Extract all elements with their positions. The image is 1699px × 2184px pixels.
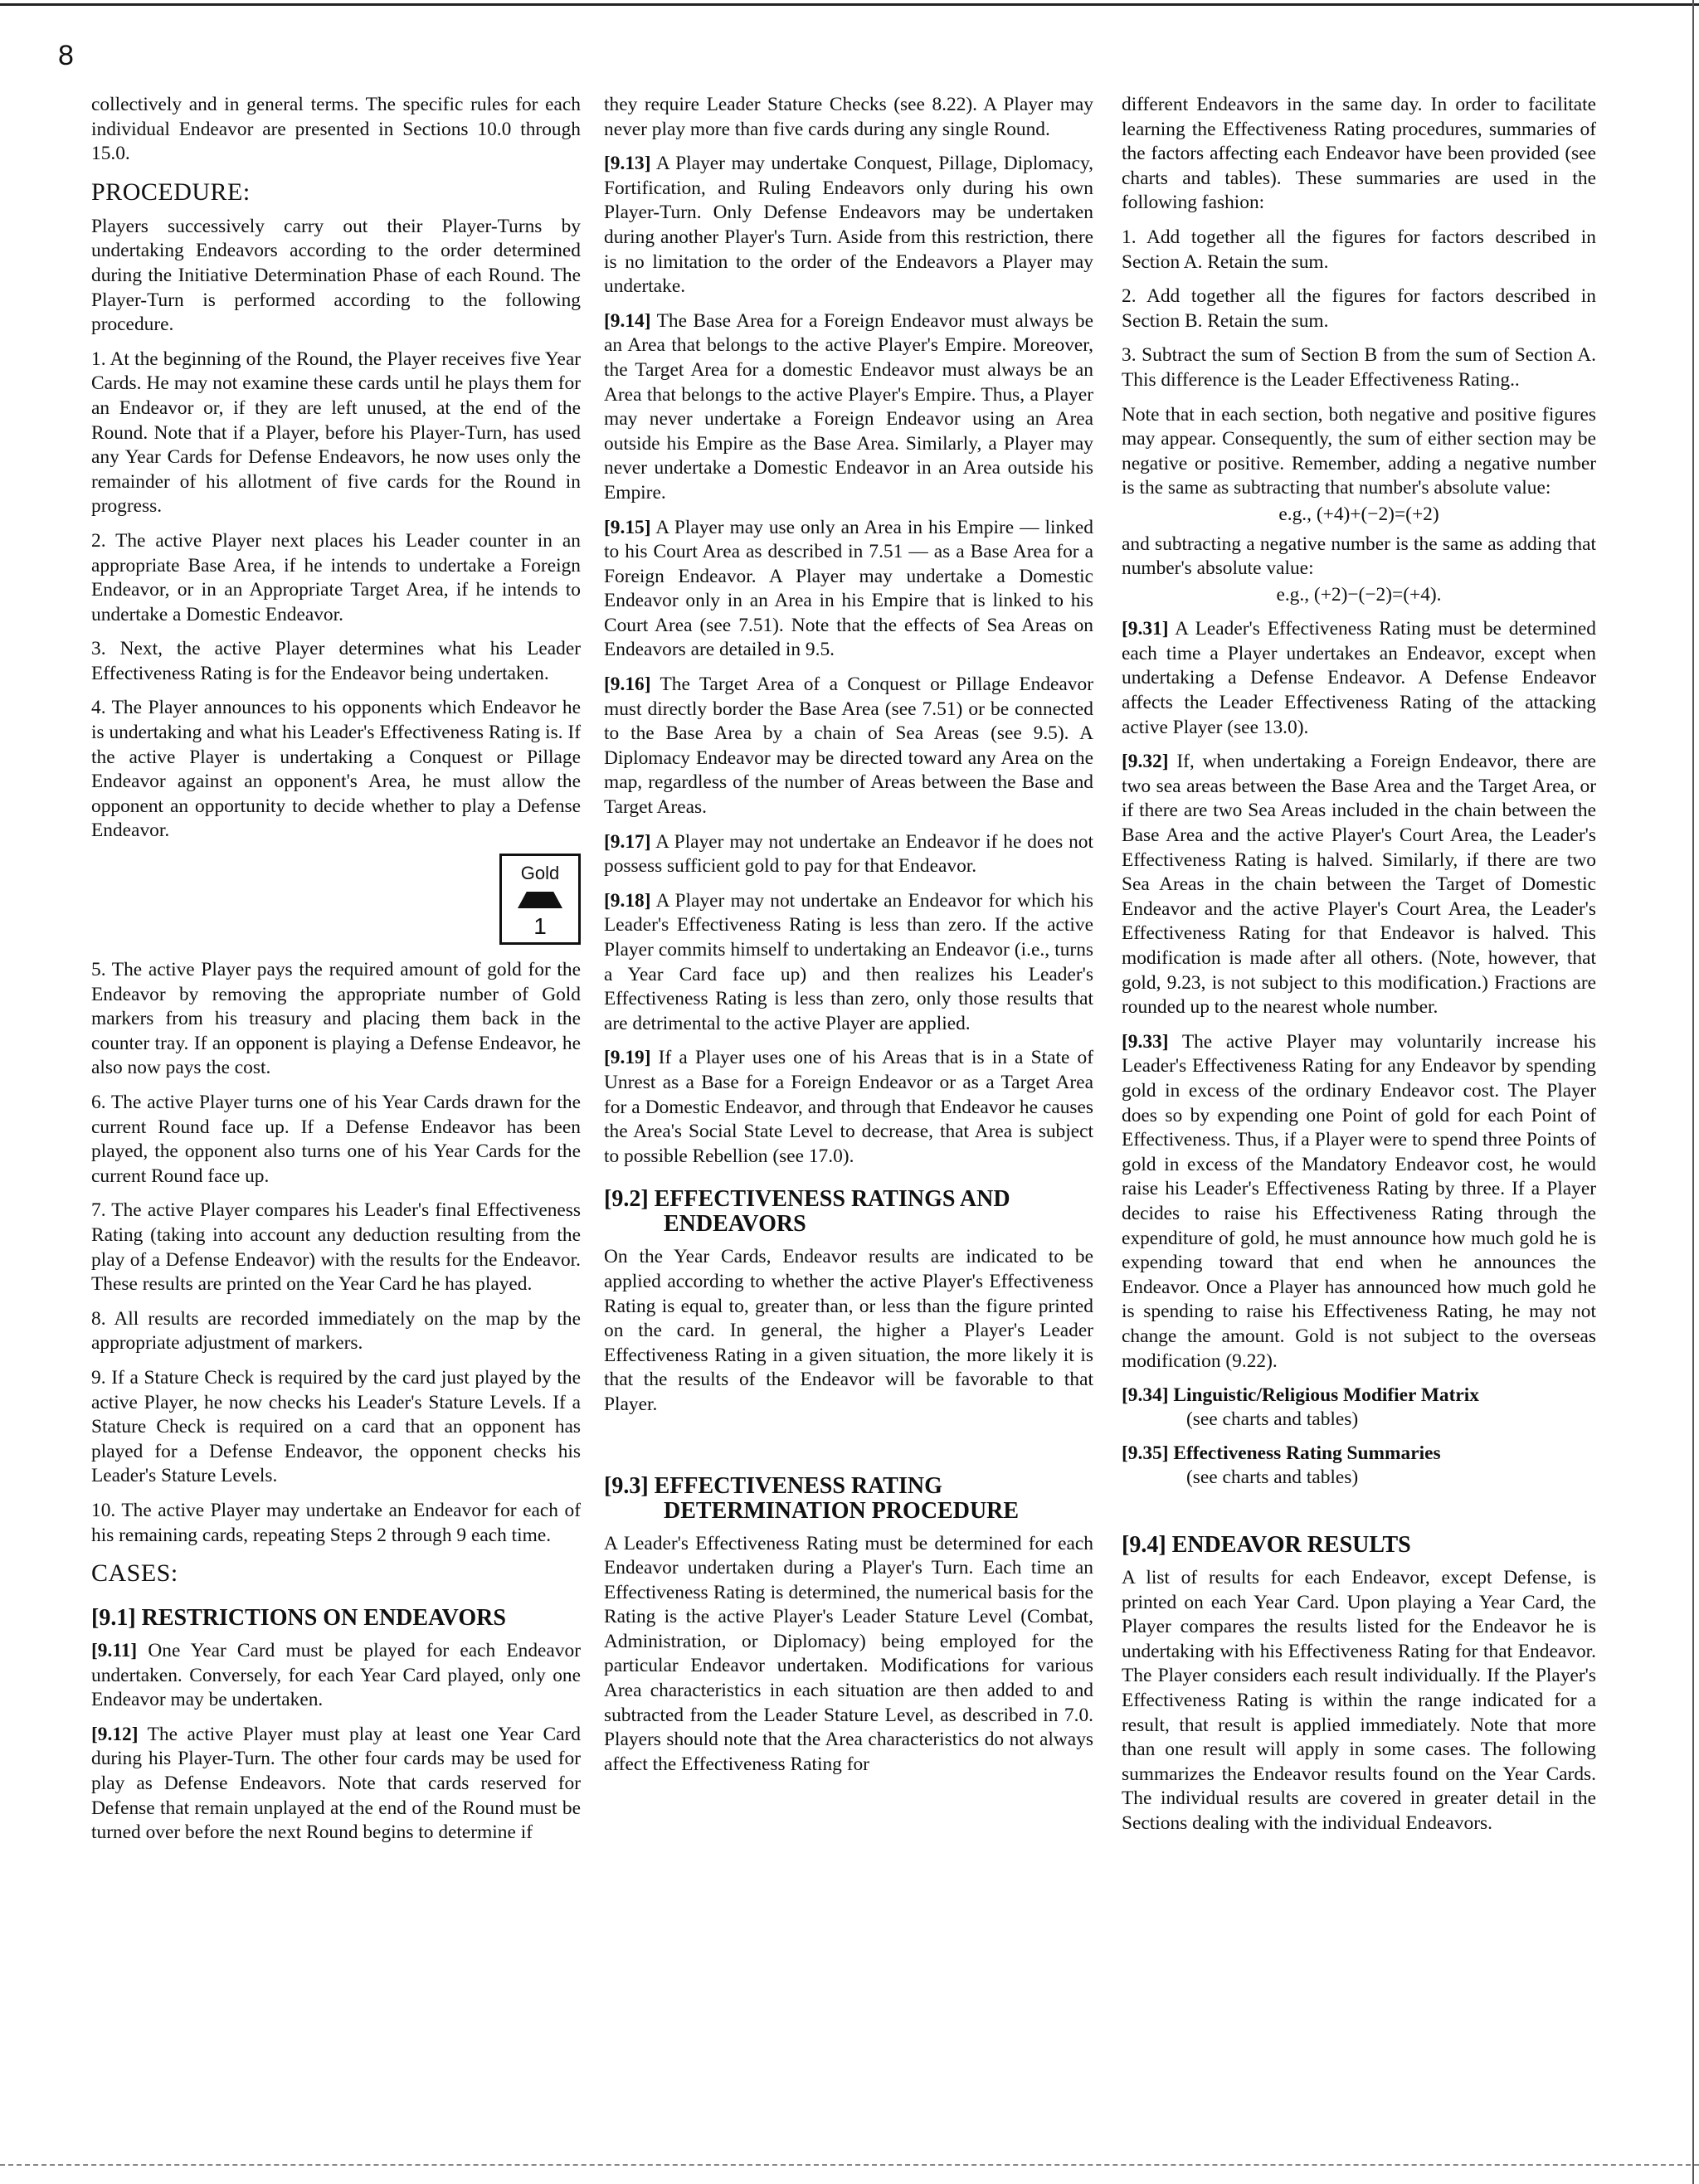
case-ref: [9.12] [91,1723,139,1745]
section-9-1-heading: [9.1] RESTRICTIONS ON ENDEAVORS [91,1605,506,1632]
case-ref: [9.17] [604,830,651,853]
gold-marker-illustration [499,854,581,945]
case-text: A Player may undertake Conquest, Pillage, Diplomacy, Fortification, and Ruling Endeavors only during his own Player-Turn. Only Defense Endeavors may be undertaken during another Player's Turn. Aside from this restriction, there is no limitation to the order of the Endeavors a Player may undertake. [604,153,1093,298]
case-9-15 [604,516,1093,664]
procedure-heading: PROCEDURE: [91,178,251,206]
page-number: 8 [58,40,74,71]
column-3 [1122,93,1596,1846]
procedure-step-1: 1. At the beginning of the Round, the Player receives five Year Cards. He may not examine these cards until he plays them for an Endeavor or, if they are left unused, at the end of the Round. Note that if a Player, before his Player-Turn, has used any Year Cards for Defense Endeavors, he now uses only the remainder of his allotment of five cards for the Round in progress. [91,348,581,518]
paragraph-continued: different Endeavors in the same day. In order to facilitate learning the Effectiveness Rating procedures, summaries of the factors affecting each Endeavor have been provided (see charts and tables). These summaries are used in the following fashion: [1122,94,1596,214]
paragraph-9-3: A Leader's Effectiveness Rating must be determined for each Endeavor undertaken during a Player's Turn. Each time an Effectiveness Rating is determined, the numerical basis for the Rating is the active Player's Leader Stature Level (Combat, Administration, or Diplomacy) being employed for the particular Endeavor undertaken. Modifications for various Area characteristics in each situation are then added to and subtracted from the Leader Stature Level, as described in 7.0. Players should note that the Area characteristics do not always affect the Effectiveness Rating for [604,1532,1093,1775]
summary-step-3: 3. Subtract the sum of Section B from the sum of Section A. This difference is the Leader Effectiveness Rating.. [1122,344,1596,391]
case-ref: [9.16] [604,674,651,696]
case-9-35 [1122,1442,1596,1490]
procedure-step-9: 9. If a Stature Check is required by the card just played by the active Player, he now checks his Leader's Stature Levels. If a Stature Check is required on a card that an opponent has played for a Defense Endeavor, the opponent checks his Leader's Stature Levels. [91,1366,581,1487]
case-text: If, when undertaking a Foreign Endeavor, there are two sea areas between the Base Area and the Target Area, or if there are two Sea Areas included in the chain between the Base Area and the active Player's Court Area, the Leader's Effectiveness Rating is halved. Similarly, if there are two Sea Areas in the chain between the Target of Domestic Endeavor and the active Player's Court Area, the Leader's Effectiveness Rating for that Endeavor is halved. This modification is made after all others. (Note, however, that gold, 9.23, is not subject to this modification.) Fractions are rounded up to the nearest whole number. [1122,751,1596,1019]
case-ref: [9.13] [604,153,651,175]
case-text: If a Player uses one of his Areas that is in a State of Unrest as a Base for a Foreign Endeavor or as a Target Area for a Domestic Endeavor, and through that Endeavor he causes the Area's Social State Level to decrease, that Area is subject to possible Rebellion (see 17.0). [604,1047,1093,1167]
case-ref: [9.14] [604,309,651,332]
case-9-16 [604,673,1093,820]
case-text: The Base Area for a Foreign Endeavor must always be an Area that belongs to the active Player's Empire. Moreover, the Target Area for a domestic Endeavor must always be an Area that belongs to the active Player's Empire. Thus, a Player may never undertake a Foreign Endeavor using an Area outside his Empire as the Base Area. Similarly, a Player may never undertake a Domestic Endeavor in an Area outside his Empire. [604,309,1093,503]
case-9-34 [1122,1384,1596,1432]
case-9-12 [91,1723,581,1846]
procedure-step-3: 3. Next, the active Player determines what his Leader Effectiveness Rating is for the Endeavor being undertaken. [91,638,581,684]
case-text: A Leader's Effectiveness Rating must be determined each time a Player undertakes an Endeavor, except when undertaking a Defense Endeavor. A Defense Endeavor affects the Leader Effectiveness Rating of the attacking active Player (see 13.0). [1122,618,1596,738]
case-9-34-title: [9.34] Linguistic/Religious Modifier Matrix [1122,1384,1479,1407]
case-text: One Year Card must be played for each Endeavor undertaken. Conversely, for each Year Card played, only one Endeavor may be undertaken. [91,1640,581,1711]
example-2: e.g., (+2)−(−2)=(+4). [1276,583,1442,606]
summary-step-1: 1. Add together all the figures for factors described in Section A. Retain the sum. [1122,226,1596,273]
section-9-2-heading: [9.2] EFFECTIVENESS RATINGS AND ENDEAVORS [604,1186,1010,1238]
case-ref: [9.18] [604,889,651,912]
case-9-33 [1122,1030,1596,1374]
case-ref: [9.33] [1122,1030,1169,1053]
cases-heading: CASES: [91,1559,178,1588]
case-9-11 [91,1639,581,1713]
case-text: A Player may not undertake an Endeavor if he does not possess sufficient gold to pay for that Endeavor. [604,830,1093,878]
case-9-32 [1122,750,1596,1020]
case-9-17 [604,830,1093,879]
case-ref: [9.19] [604,1047,651,1069]
procedure-step-2: 2. The active Player next places his Leader counter in an appropriate Base Area, if he intends to undertake a Foreign Endeavor, or in an Appropriate Target Area, if he intends to undertake a Domestic Endeavor. [91,529,581,625]
procedure-step-8: 8. All results are recorded immediately on the map by the appropriate adjustment of markers. [91,1307,581,1355]
case-9-18 [604,889,1093,1037]
paragraph-intro: collectively and in general terms. The specific rules for each individual Endeavor are presented in Sections 10.0 through 15.0. [91,94,581,165]
gold-bar-icon [518,892,562,908]
procedure-step-10: 10. The active Player may undertake an Endeavor for each of his remaining cards, repeating Steps 2 through 9 each time. [91,1499,581,1546]
paragraph-9-2: On the Year Cards, Endeavor results are indicated to be applied according to whether the active Player's Effectiveness Rating is equal to, greater than, or less than the figure printed on the card. In general, the higher a Player's Leader Effectiveness Rating in a given situation, the more likely it is that the results of the Endeavor will be favorable to that Player. [604,1246,1093,1415]
case-9-19 [604,1046,1093,1169]
paragraph-procedure: Players successively carry out their Player-Turns by undertaking Endeavors according to the order determined during the Initiative Determination Phase of each Round. The Player-Turn is performed according to the following procedure. [91,215,581,336]
case-9-35-note: (see charts and tables) [1186,1467,1359,1489]
column-1 [91,93,581,1856]
case-ref: [9.32] [1122,751,1169,773]
right-edge-rule [1692,0,1694,2184]
case-ref: [9.31] [1122,618,1169,640]
case-text: The Target Area of a Conquest or Pillage Endeavor must directly border the Base Area (see 7.51) or be connected to the Base Area by a chain of Sea Areas (see 9.5). A Diplomacy Endeavor may be directed toward any Area on the map, regardless of the number of Areas between the Base and Target Areas. [604,674,1093,819]
gold-marker-label: Gold [520,863,560,884]
case-text: The active Player may voluntarily increase his Leader's Effectiveness Rating for any Endeavor by spending gold in excess of the ordinary Endeavor cost. The Player does so by expending one Point of gold for each Point of Effectiveness. Thus, if a Player were to spend three Points of gold in excess of the Mandatory Endeavor cost, he would raise his Leader's Effectiveness Rating by three. If a Player decides to raise his Effectiveness Rating through the expenditure of gold, he must announce how much gold he is expending toward that end when he announces the Endeavor. Once a Player has announced how much gold he is spending to raise his Effectiveness Rating, he may not change the amount. Gold is not subject to the overseas modification (9.22). [1122,1030,1596,1372]
case-9-34-note: (see charts and tables) [1186,1408,1359,1431]
gold-marker-value: 1 [533,913,547,940]
case-text: A Player may not undertake an Endeavor for which his Leader's Effectiveness Rating is less than zero. If the active Player commits himself to undertaking an Endeavor (i.e., turns a Year Card face up) and then realizes his Leader's Effectiveness Rating is less than zero, only those results that are detrimental to the active Player are applied. [604,889,1093,1034]
case-ref: [9.11] [91,1640,138,1662]
case-9-13 [604,152,1093,299]
column-2 [604,93,1093,1787]
case-ref: [9.15] [604,516,651,538]
procedure-step-4: 4. The Player announces to his opponents which Endeavor he is undertaking and what his Leader's Effectiveness Rating is. If the active Player is undertaking a Conquest or Pillage Endeavor against an opponent's Area, he must allow the opponent an opportunity to decide whether to play a Defense Endeavor. [91,697,581,842]
top-rule [0,3,1699,6]
case-9-14 [604,309,1093,506]
procedure-step-7: 7. The active Player compares his Leader's final Effectiveness Rating (taking into account any deduction resulting from the play of a Defense Endeavor) with the results for the Endeavor. These results are printed on the Year Card he has played. [91,1199,581,1296]
example-1: e.g., (+4)+(−2)=(+2) [1278,503,1439,525]
paragraph-note: Note that in each section, both negative and positive figures may appear. Consequently, the sum of either section may be negative or positive. Remember, adding a negative number is the same as subtracting that number's absolute value: [1122,403,1596,499]
section-9-4-heading: [9.4] ENDEAVOR RESULTS [1122,1532,1411,1559]
summary-step-2: 2. Add together all the figures for factors described in Section B. Retain the sum. [1122,285,1596,332]
case-9-31 [1122,617,1596,740]
paragraph-continued: they require Leader Stature Checks (see 8.22). A Player may never play more than five cards during any single Round. [604,94,1093,140]
procedure-step-5: 5. The active Player pays the required amount of gold for the Endeavor by removing the appropriate number of Gold markers from his treasury and placing them back in the counter tray. If an opponent is playing a Defense Endeavor, he also now pays the cost. [91,959,581,1079]
section-9-3-heading: [9.3] EFFECTIVENESS RATING DETERMINATION PROCEDURE [604,1472,1020,1524]
case-text: The active Player must play at least one Year Card during his Player-Turn. The other four cards may be used for play as Defense Endeavors. Note that cards reserved for Defense that remain unplayed at the end of the Round must be turned over before the next Round begins to determine if [91,1723,581,1844]
procedure-step-6: 6. The active Player turns one of his Year Cards drawn for the current Round face up. If a Defense Endeavor has been played, the opponent also turns one of his Year Cards for the current Round face up. [91,1092,581,1187]
paragraph-and: and subtracting a negative number is the same as adding that number's absolute value: [1122,533,1596,580]
case-text: A Player may use only an Area in his Empire — linked to his Court Area as described in 7.51 — as a Base Area for a Foreign Endeavor. A Player may undertake a Domestic Endeavor only in an Area in his Empire that is linked to his Court Area (see 7.51). Note that the effects of Sea Areas on Endeavors are detailed in 9.5. [604,516,1093,661]
case-9-35-title: [9.35] Effectiveness Rating Summaries [1122,1442,1441,1465]
bottom-rule [0,2164,1699,2166]
paragraph-9-4: A list of results for each Endeavor, except Defense, is printed on each Year Card. Upon playing a Year Card, the Player compares the results listed for the Endeavor he is undertaking with his Effectiveness Rating for that Endeavor. The Player considers each result individually. If the Player's Effectiveness Rating is within the range indicated for a result, that result is applied immediately. Note that more than one result will apply in some cases. The following summarizes the Endeavor results found on the Year Cards. The individual results are covered in greater detail in the Sections dealing with the individual Endeavors. [1122,1567,1596,1835]
